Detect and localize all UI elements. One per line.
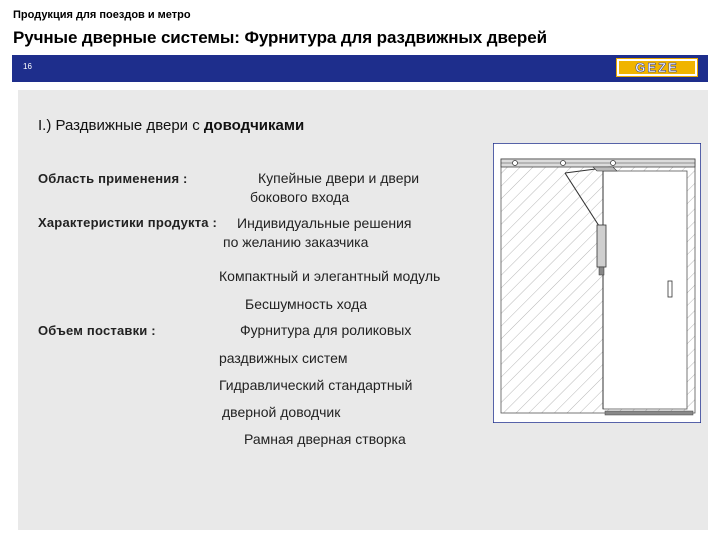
delivery-line-5: Рамная дверная створка xyxy=(244,431,406,447)
application-line-1: Купейные двери и двери xyxy=(258,170,420,186)
door-closer xyxy=(597,225,606,267)
characteristics-line-1: Индивидуальные решения xyxy=(237,215,412,231)
delivery-line-4: дверной доводчик xyxy=(222,404,341,420)
floor-guide xyxy=(605,411,693,415)
characteristics-line-3: Компактный и элегантный модуль xyxy=(219,268,441,284)
header-bar xyxy=(12,55,708,82)
door-leaf xyxy=(603,171,687,409)
logo-text: GEZE xyxy=(635,60,679,75)
section-title-plain: I.) Раздвижные двери с xyxy=(38,117,204,134)
delivery-line-2: раздвижных систем xyxy=(219,350,348,366)
page-number: 16 xyxy=(23,62,32,71)
roller-1 xyxy=(513,161,518,166)
door-handle xyxy=(668,281,672,297)
application-line-2: бокового входа xyxy=(250,189,350,205)
delivery-line-1: Фурнитура для роликовых xyxy=(240,322,412,338)
closer-cap xyxy=(599,267,604,275)
delivery-label: Объем поставки : xyxy=(38,323,156,338)
geze-logo xyxy=(616,58,698,77)
closer-bracket xyxy=(593,167,617,171)
logo-plate xyxy=(619,61,695,74)
page-title: Ручные дверные системы: Фурнитура для раздвижных дверей xyxy=(13,28,547,47)
roller-2 xyxy=(561,161,566,166)
application-label: Область применения : xyxy=(38,171,188,186)
section-title xyxy=(38,117,304,134)
delivery-line-3: Гидравлический стандартный xyxy=(219,377,413,393)
characteristics-label: Характеристики продукта : xyxy=(38,215,218,230)
roller-3 xyxy=(611,161,616,166)
section-title-bold: доводчиками xyxy=(203,117,305,134)
door-diagram xyxy=(493,143,701,423)
pretitle: Продукция для поездов и метро xyxy=(13,9,191,21)
characteristics-line-2: по желанию заказчика xyxy=(223,234,369,250)
characteristics-line-4: Бесшумность хода xyxy=(245,296,368,312)
